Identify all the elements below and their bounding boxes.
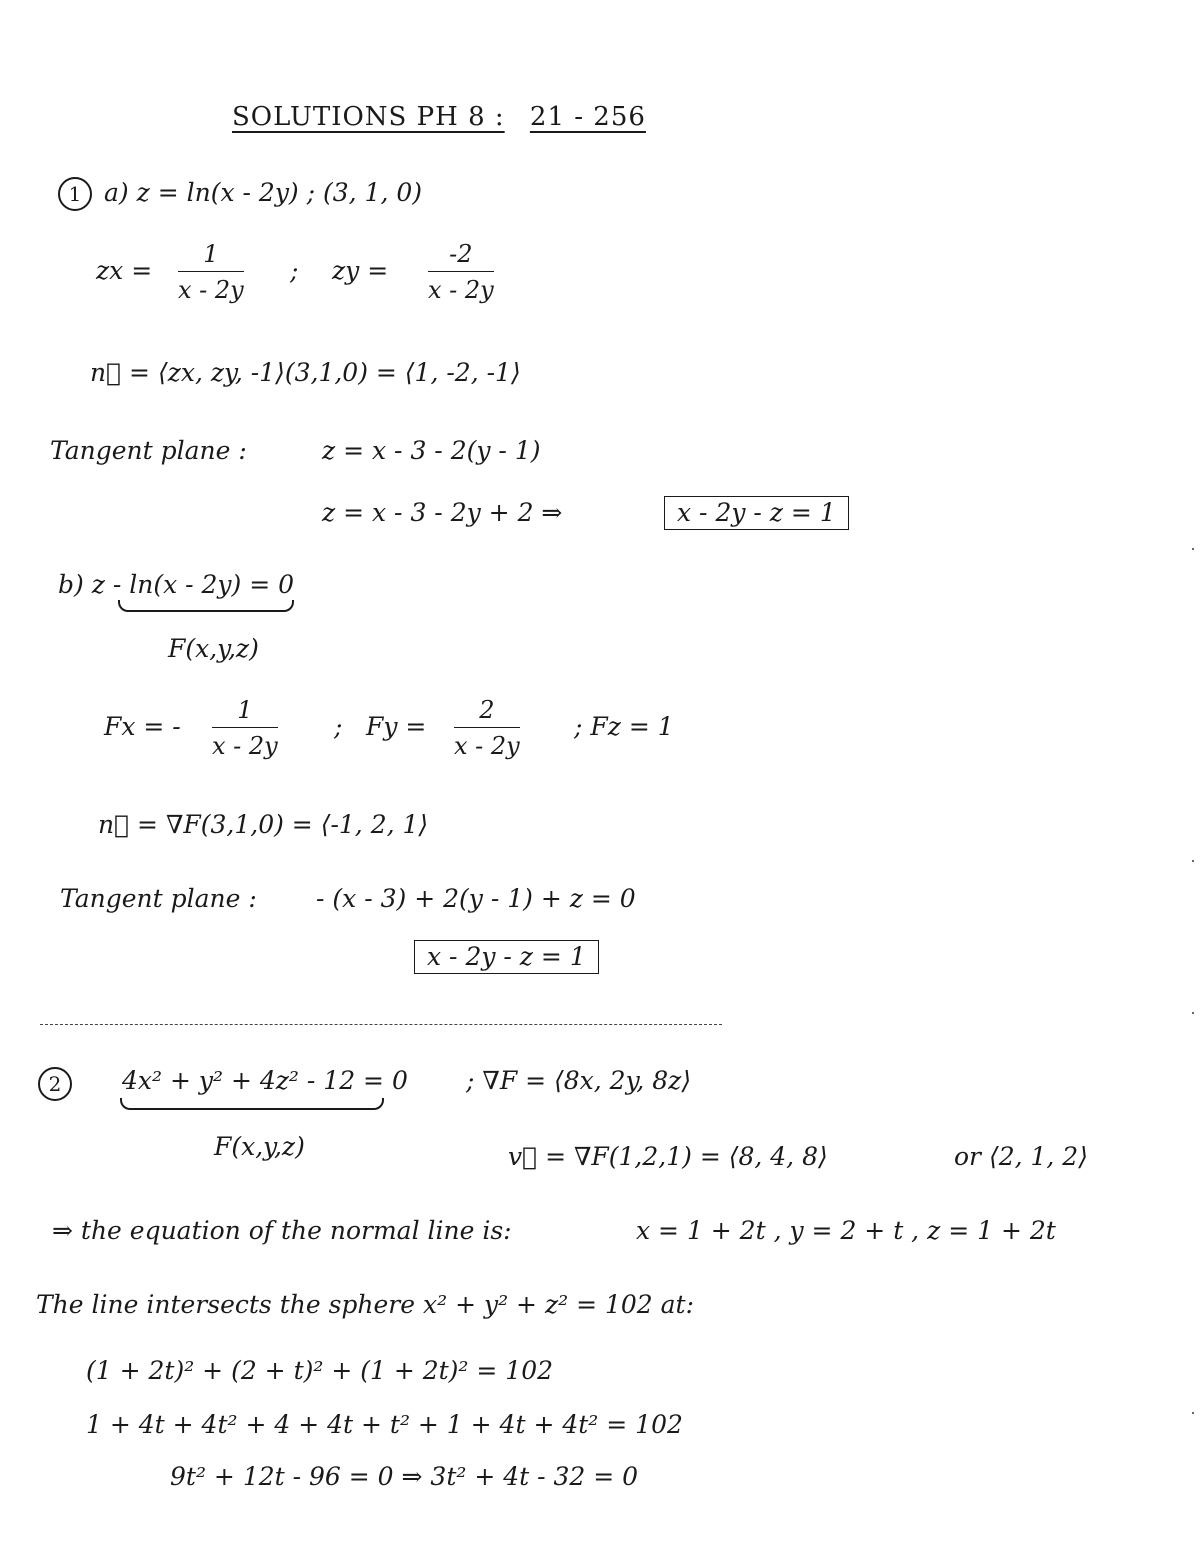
underbrace-b [118,600,294,612]
zy-denominator: x - 2y [428,276,494,304]
work-step-2: 1 + 4t + 4t² + 4 + 4t + t² + 1 + 4t + 4t² = 102 [86,1410,683,1439]
answer-box-a: x - 2y - z = 1 [664,496,849,530]
sphere-intersection: The line intersects the sphere x² + y² + z² = 102 at: [36,1290,695,1319]
underbrace-label-2: F(x,y,z) [214,1132,305,1161]
title-right: 21 - 256 [529,102,646,132]
normal-line-equation: x = 1 + 2t , y = 2 + t , z = 1 + 2t [636,1216,1056,1245]
direction-vector: v⃗ = ∇F(1,2,1) = ⟨8, 4, 8⟩ [508,1142,828,1171]
fx-fraction [212,696,278,760]
tangent-equation-a2: z = x - 3 - 2y + 2 ⇒ [322,498,563,527]
fy-label: Fy = [366,712,427,741]
fy-denominator: x - 2y [454,732,520,760]
normal-vector-b: n⃗ = ∇F(3,1,0) = ⟨-1, 2, 1⟩ [98,810,429,839]
underbrace-2 [120,1098,384,1110]
fz-value: ; Fz = 1 [574,712,674,741]
problem-1-number: 1 [58,177,92,211]
problem-1b-statement: b) z - ln(x - 2y) = 0 [58,570,295,599]
zx-fraction [178,240,244,304]
work-step-3: 9t² + 12t - 96 = 0 ⇒ 3t² + 4t - 32 = 0 [170,1462,639,1491]
problem-1a-statement: a) z = ln(x - 2y) ; (3, 1, 0) [104,178,423,207]
section-divider [40,1024,722,1025]
zy-fraction [428,240,494,304]
tangent-plane-label-a: Tangent plane : [50,436,247,465]
separator: ; [334,712,343,741]
tangent-plane-label-b: Tangent plane : [60,884,257,913]
zx-numerator: 1 [178,240,244,272]
fx-label: Fx = - [104,712,181,741]
zx-label: zx = [96,256,153,285]
problem-2-equation: 4x² + y² + 4z² - 12 = 0 [122,1066,408,1095]
scan-speck [1192,860,1194,862]
title-left: SOLUTIONS PH 8 : [232,102,505,132]
separator: ; [290,256,299,285]
underbrace-label-b: F(x,y,z) [168,634,259,663]
scan-speck [1192,1412,1194,1414]
gradient-expression: ; ∇F = ⟨8x, 2y, 8z⟩ [466,1066,692,1095]
fy-numerator: 2 [454,696,520,728]
problem-2-number: 2 [38,1067,72,1101]
fx-numerator: 1 [212,696,278,728]
fx-denominator: x - 2y [212,732,278,760]
scan-speck [1192,548,1194,550]
page-title [232,102,646,132]
answer-box-b: x - 2y - z = 1 [414,940,599,974]
scan-speck [1192,1012,1194,1014]
normal-vector-a: n⃗ = ⟨zx, zy, -1⟩(3,1,0) = ⟨1, -2, -1⟩ [90,358,521,387]
tangent-equation-a1: z = x - 3 - 2(y - 1) [322,436,541,465]
fy-fraction [454,696,520,760]
zy-numerator: -2 [428,240,494,272]
zy-label: zy = [332,256,389,285]
zx-denominator: x - 2y [178,276,244,304]
work-step-1: (1 + 2t)² + (2 + t)² + (1 + 2t)² = 102 [86,1356,554,1385]
normal-line-intro: ⇒ the equation of the normal line is: [52,1216,512,1245]
tangent-equation-b: - (x - 3) + 2(y - 1) + z = 0 [316,884,636,913]
direction-vector-alt: or ⟨2, 1, 2⟩ [954,1142,1088,1171]
